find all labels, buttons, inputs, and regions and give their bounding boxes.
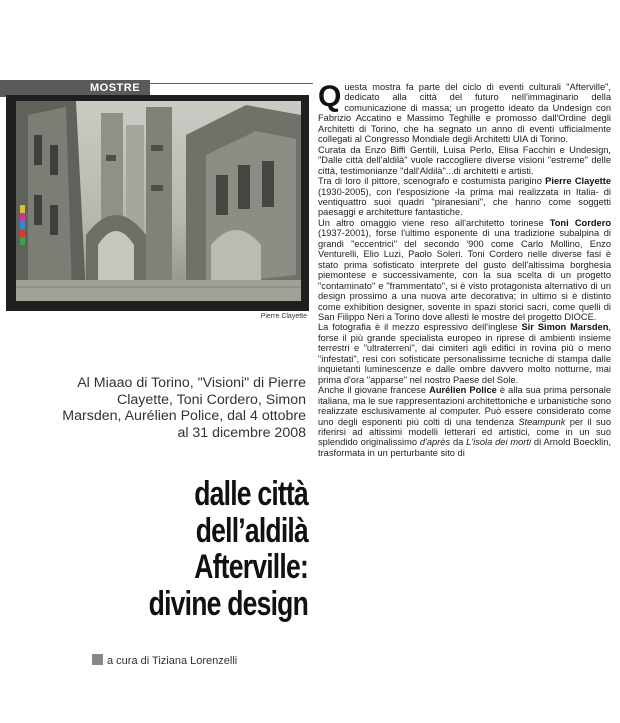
headline-line: divine design <box>148 584 308 623</box>
body-paragraph: Questa mostra fa parte del ciclo di eventi culturali "Afterville", dedicato alla città del futuro nell'immaginario della comunicazione di massa; un progetto ideato da Undesign con Fabrizio Accatino e Massimo Teghille e promosso dall'Ordine degli Architetti di Torino, che ha segnato un anno di eventi ufficialmente collegati al Congresso Mondiale degli Architetti UIA di Torino. <box>318 80 611 145</box>
article-body <box>318 82 611 458</box>
byline-text: a cura di Tiziana Lorenzelli <box>107 655 238 667</box>
body-paragraph: Curata da Enzo Biffi Gentili, Luisa Perlo, Elisa Facchin e Undesign, "Dalle città dell'aldilà" vuole raccogliere diverse visioni "estreme" delle città, testimonianze "dall'Aldilà"...di architetti e artisti. <box>318 144 611 176</box>
article-deck: Al Miaao di Torino, "Visioni" di Pierre Clayette, Toni Cordero, Simon Marsden, Aurélien Police, dal 4 ottobre al 31 dicembre 2008 <box>62 375 306 441</box>
body-paragraph: Tra di loro il pittore, scenografo e costumista parigino Pierre Clayette (1930-2005), con l'esposizione -la prima mai realizzata in Italia- di ventiquattro suoi quadri "piranesiani", che hanno come soggetti paesaggi e architetture fantastiche. <box>318 176 611 218</box>
artwork-photo <box>6 95 309 311</box>
headline-line: Afterville: <box>194 548 308 586</box>
article-headline <box>138 476 308 622</box>
body-paragraph: Anche il giovane francese Aurélien Police è alla sua prima personale italiana, ma le sue rappresentazioni architettoniche e urbanistiche sono realizzate esclusivamente al computer. Può essere considerato come uno degli esponenti più colti di una tendenza Steampunk per il suo riferirsi ad altissimi modelli letterari ed artistici, come in un suo splendido originalissimo d'après da L'isola dei morti di Arnold Boecklin, trasformata in un perturbante sito di <box>318 385 611 458</box>
artist-name: Pierre Clayette <box>545 176 611 187</box>
artist-name: Aurélien Police <box>429 385 497 396</box>
headline-line: dalle città <box>194 475 308 513</box>
body-paragraph: La fotografia è il mezzo espressivo dell'inglese Sir Simon Marsden, forse il più grande specialista europeo in riprese di ambienti insieme terrestri e "ultraterreni", dai cimiteri agli edifici in rovina più o meno "infestati", resi con sofisticate personalissime tecniche di stampa dalle inquietanti luminescenze e dalle ombre davvero molto notturne, mai prima d'ora "apparse" nel nostro Paese del Sole. <box>318 322 611 385</box>
headline-line: dell’aldilà <box>195 511 308 550</box>
body-paragraph: Un altro omaggio viene reso all'architetto torinese Toni Cordero (1937-2001), forse l'ultimo esponente di una tradizione subalpina di grandi "eccentrici" del secondo '900 come Carlo Mollino, Enzo Venturelli, Elio Luzi, Paolo Soleri. Toni Cordero nelle diverse fasi è stato prima sofisticato interprete del gusto dell'altissima borghesia piemontese e successivamente, con la sua scelta di un progetto "contaminato" e "frammentato", si è visto protagonista alternativo di un design prossimo a una nuova arte decorativa; in ultimo si è distinto come exhibition designer, sovente in spazi storici sacri, come quelli di San Filippo Neri a Torino dove allestì le mostre del progetto DIOCE. <box>318 217 612 322</box>
artist-name: Sir Simon Marsden <box>521 322 609 333</box>
photo-credit: Pierre Clayette <box>260 313 307 320</box>
section-label: MOSTRE <box>0 80 150 97</box>
artist-name: Toni Cordero <box>549 217 612 228</box>
piranesian-city-painting <box>6 95 309 311</box>
bullet-square-icon <box>92 654 103 665</box>
byline <box>92 654 237 667</box>
drop-cap: Q <box>318 80 342 113</box>
